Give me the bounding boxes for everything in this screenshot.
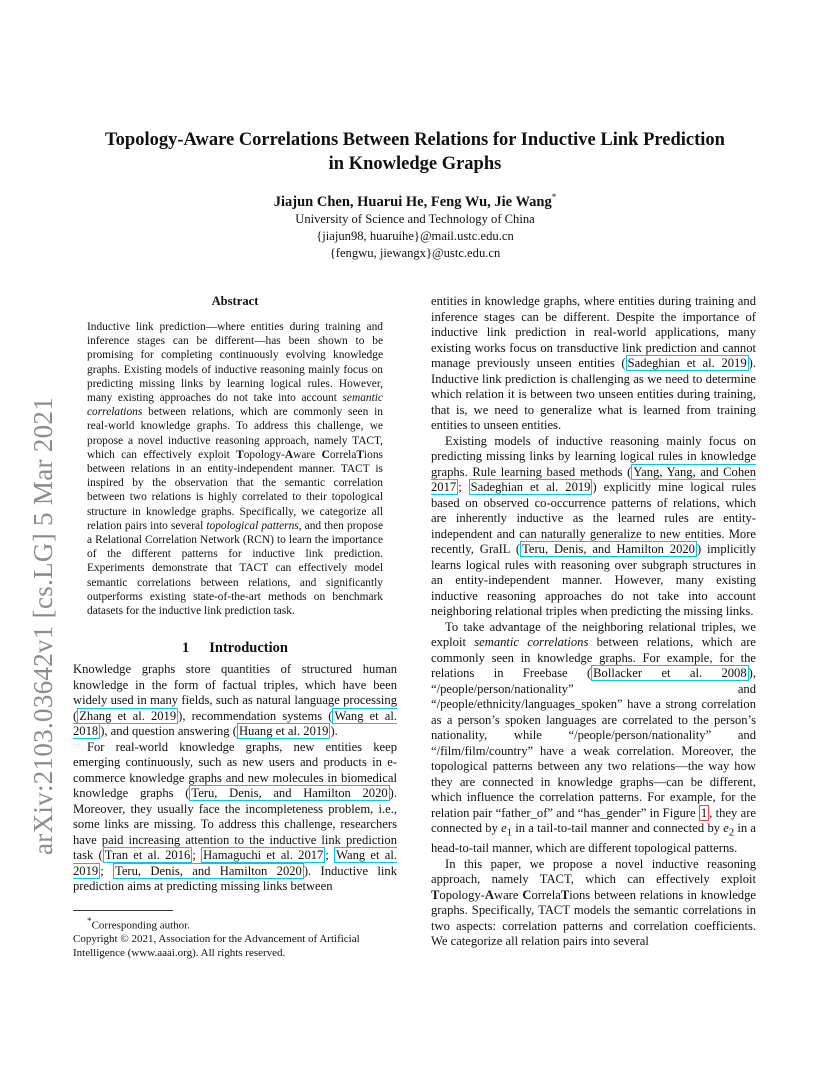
institution: University of Science and Technology of China — [295, 211, 535, 226]
math-entity: e — [723, 821, 729, 835]
body-text: ; — [192, 848, 202, 862]
body-text: ; — [325, 848, 335, 862]
acronym-letter: A — [484, 887, 494, 902]
citation-link[interactable]: Hamaguchi et al. 2017 — [203, 848, 324, 862]
abstract-text: Inductive link prediction—where entities during training and inference stages can be different—has been shown to be promising for completing continuously evolving knowledge graphs. Existing models of inductive reasoning mainly focus on predicting missing links by learning logical rules. However, many existing approaches do not take into account — [87, 321, 383, 405]
author-names: Jiajun Chen, Huarui He, Feng Wu, Jie Wang — [273, 193, 552, 210]
abstract-text: opology- — [243, 448, 285, 461]
math-entity: e — [501, 821, 507, 835]
abstract-text: ions between relations in an entity-independent manner. TACT is inspired by the observation that the semantic correlation between two relations is highly correlated to their topological structure in knowledge graphs. Specifically, we categorize all relation pairs into several — [87, 448, 383, 532]
citation-link[interactable]: Huang et al. 2019 — [238, 724, 329, 738]
paper-title-line-2: in Knowledge Graphs — [328, 154, 502, 174]
citation-link[interactable]: Tran et al. 2016 — [104, 848, 191, 862]
citation-link[interactable]: Wang et al. 2019 — [73, 848, 397, 878]
body-text: ), recommendation systems ( — [178, 708, 333, 723]
body-text: orrela — [531, 887, 561, 902]
body-text: ) explicitly mine logical rules based on observed co-occurrence patterns of relations, which are inherently inductive as the learned rules are entity-independent and can naturally generalize to new entities. More recently, GraIL ( — [431, 480, 756, 556]
citation-link[interactable]: Wang et al. 2018 — [73, 708, 397, 738]
footnote-mark: * — [87, 916, 92, 926]
citation-link[interactable]: Teru, Denis, and Hamilton 2020 — [115, 863, 302, 878]
math-subscript: 2 — [728, 827, 735, 839]
citation-link[interactable]: Teru, Denis, and Hamilton 2020 — [522, 542, 695, 556]
email-line-1: {jiajun98, huaruihe}@mail.ustc.edu.cn — [316, 228, 514, 243]
title-block — [70, 128, 760, 262]
body-text: ware — [494, 887, 523, 902]
body-text: ). Inductive link prediction aims at predicting missing links between — [73, 863, 397, 893]
intro-paragraph-2 — [73, 740, 397, 895]
abstract-acronym-letter: T — [356, 448, 364, 461]
body-text: ; — [458, 480, 469, 494]
section-title: Introduction — [209, 640, 288, 656]
abstract-text: ware — [293, 448, 322, 461]
abstract-paragraph — [87, 320, 383, 618]
author-list — [70, 188, 760, 211]
footnote-corresponding-author — [73, 915, 397, 933]
body-text: ). Moreover, they usually face the incompleteness problem, i.e., some links are missing. To address this challenge, researchers have paid increasing attention to the inductive link prediction task ( — [73, 786, 398, 862]
right-paragraph-4 — [431, 857, 756, 950]
acronym-letter: T — [431, 887, 440, 902]
body-text: between relations, which are commonly seen in knowledge graphs. For example, for the relations in Freebase ( — [431, 635, 756, 680]
body-emphasis: semantic correlations — [474, 635, 589, 649]
footnote-area — [73, 910, 397, 960]
paper-title — [70, 128, 760, 176]
abstract-heading: Abstract — [211, 294, 259, 308]
abstract-text: orrela — [329, 448, 357, 461]
abstract-acronym-letter: C — [321, 448, 330, 461]
body-text: ; — [100, 863, 114, 878]
abstract-acronym-letter: A — [284, 448, 294, 461]
body-text: opology- — [439, 887, 485, 902]
body-text: For real-world knowledge graphs, new entities keep emerging continuously, such as new users and products in e-commerce knowledge graphs and new molecules in biomedical knowledge graphs ( — [73, 739, 397, 800]
body-text: entities in knowledge graphs, where entities during training and inference stages can be different. Despite the importance of inductive link prediction in real-world applications, many existing works focus on transductive link prediction and cannot manage previously unseen entities ( — [431, 294, 756, 370]
citation-link[interactable]: Yang, Yang, and Cohen 2017 — [431, 464, 757, 494]
citation-link[interactable]: Sadeghian et al. 2019 — [627, 356, 747, 370]
body-text: in a tail-to-tail manner and connected by — [511, 821, 724, 835]
abstract-text: between relations, which are commonly seen in real-world knowledge graphs. To address this challenge, we propose a novel inductive reasoning approach, namely TACT, which can effectively exploit — [87, 406, 383, 461]
abstract-text: , and then propose a Relational Correlation Network (RCN) to learn the importance of the different patterns for inductive link prediction. Experiments demonstrate that TACT can effectively model semantic correlations between relations, and significantly outperforms existing state-of-the-art methods on benchmark datasets for the inductive link prediction task. — [87, 519, 384, 618]
figure-reference-link[interactable]: 1 — [700, 805, 708, 820]
citation-link[interactable]: Sadeghian et al. 2019 — [470, 480, 591, 494]
math-subscript: 1 — [506, 827, 512, 839]
copyright-notice: Copyright © 2021, Association for the Advancement of Artificial Intelligence (www.aaai.org). All rights reserved. — [73, 933, 360, 959]
footnote-rule — [73, 910, 173, 911]
body-text: To take advantage of the neighboring relational triples, we exploit — [431, 619, 756, 649]
introduction-left-column — [73, 662, 397, 895]
abstract-emphasis: semantic correlations — [87, 392, 383, 419]
acronym-letter: T — [560, 887, 570, 902]
body-text: ), “/people/person/nationality” and “/people/ethnicity/languages_spoken” have a strong correlation as a person’s spoken languages are correlated to the person’s nationality, while “/people/person/nationality” and “/film/film/country” have a weak correlation. Moreover, the topological patterns between any two relations—the way how they are connected in knowledge graphs—can be different, which influence the correlation patterns. For example, for the relation pair “father_of” and “has_gender” in Figure — [431, 666, 756, 820]
body-text: ions between relations in knowledge graphs. Specifically, TACT models the semantic correlations in two aspects: correlation patterns and correlation coefficients. We categorize all relation pairs into several — [431, 887, 756, 949]
body-text: ). — [330, 724, 338, 738]
citation-link[interactable]: Teru, Denis, and Hamilton 2020 — [191, 786, 388, 800]
body-text: Knowledge graphs store quantities of structured human knowledge in the form of factual triples, which have been widely used in many fields, such as natural language processing ( — [73, 662, 397, 723]
intro-paragraph-1 — [73, 662, 397, 740]
affiliation — [70, 211, 760, 262]
body-text: ) implicitly learns logical rules with reasoning over subgraph structures in an entity-independent manner. However, many existing inductive reasoning approaches do not take into account neighboring relational triples when predicting the missing links. — [431, 542, 756, 618]
body-text: ). Inductive link prediction is challenging as we need to determine which relation it is between two unseen entities during training, that is, we need to generalize what is learned from training entities to unseen entities. — [431, 356, 756, 432]
right-paragraph-2 — [431, 434, 756, 620]
section-heading-introduction — [73, 640, 397, 657]
abstract-body — [87, 320, 383, 618]
section-number: 1 — [182, 640, 190, 656]
body-text: in a head-to-tail manner, which are different topological patterns. — [431, 821, 757, 856]
right-column — [431, 294, 756, 950]
body-text: , they are connected by — [431, 805, 756, 835]
body-text: ), and question answering ( — [100, 724, 237, 738]
acronym-letter: C — [522, 887, 532, 902]
citation-link[interactable]: Zhang et al. 2019 — [79, 708, 177, 723]
paper-title-line-1: Topology-Aware Correlations Between Relations for Inductive Link Prediction — [105, 130, 725, 150]
right-paragraph-3 — [431, 620, 756, 857]
corresponding-author-mark: * — [551, 192, 557, 202]
body-text: Existing models of inductive reasoning mainly focus on predicting missing links by learning logical rules in knowledge graphs. Rule learning based methods ( — [431, 433, 756, 479]
body-text: In this paper, we propose a novel inductive reasoning approach, namely TACT, which can effectively exploit — [431, 856, 756, 887]
footnote-text: Corresponding author. — [91, 919, 190, 932]
email-line-2: {fengwu, jiewangx}@ustc.edu.cn — [329, 245, 501, 260]
right-paragraph-1 — [431, 294, 756, 434]
abstract-acronym-letter: T — [236, 448, 244, 461]
citation-link[interactable]: Bollacker et al. 2008 — [593, 666, 747, 680]
arxiv-identifier-stamp: arXiv:2103.03642v1 [cs.LG] 5 Mar 2021 — [28, 396, 58, 855]
abstract-emphasis: topological patterns — [206, 519, 299, 532]
